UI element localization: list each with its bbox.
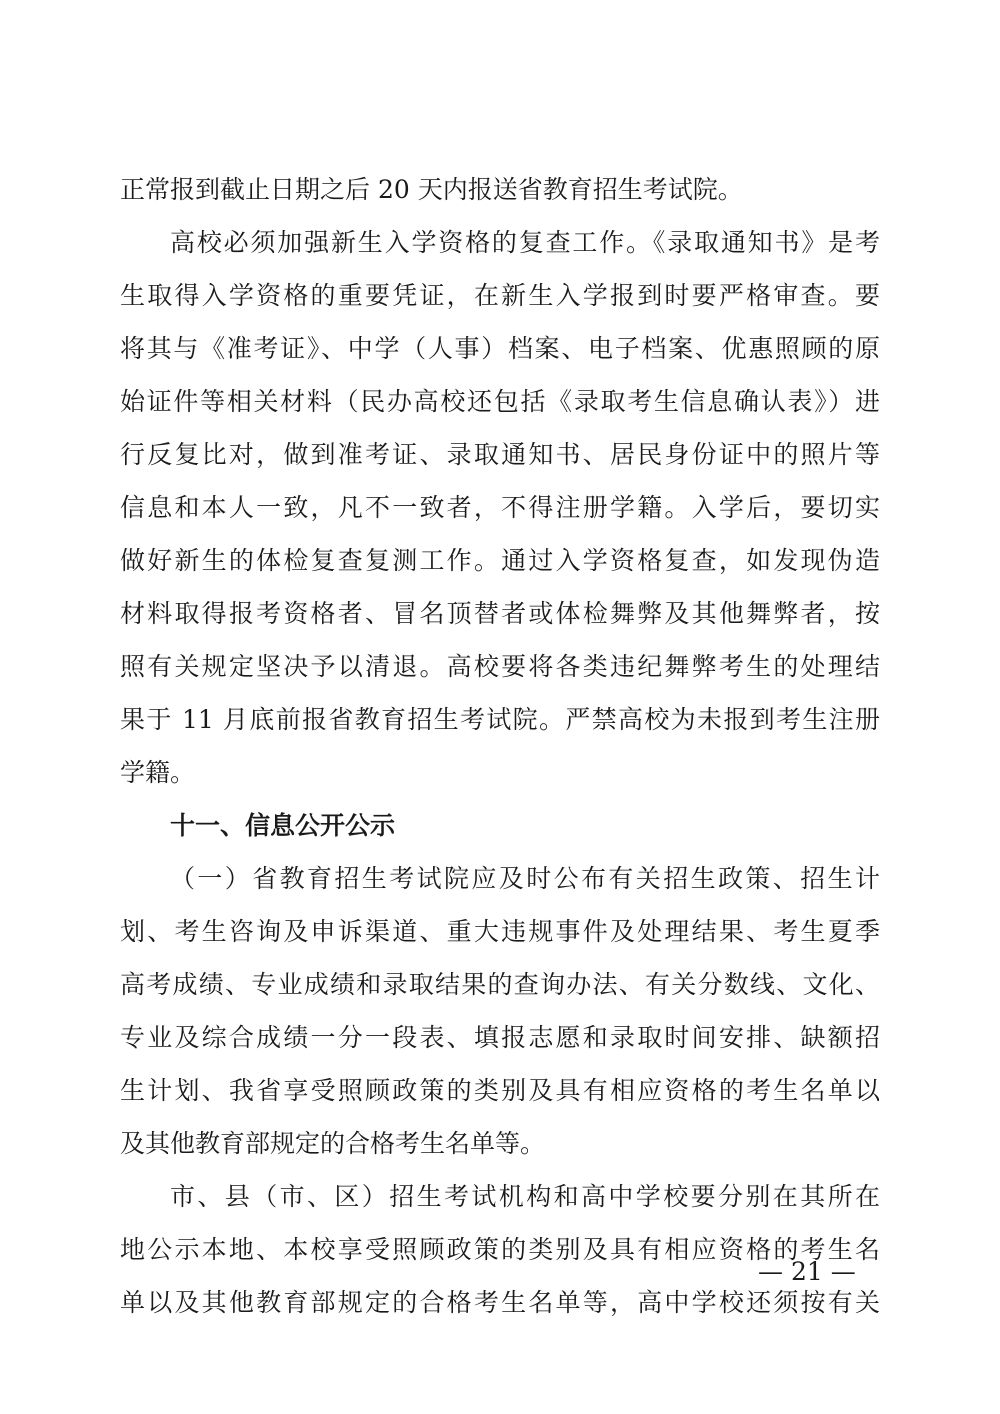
text-line: 果于 11 月底前报省教育招生考试院。严禁高校为未报到考生注册 [120, 705, 880, 734]
text-line: 学籍。 [120, 758, 196, 787]
text-line: 将其与《准考证》、中学（人事）档案、电子档案、优惠照顾的原 [120, 334, 880, 363]
section-heading: 十一、信息公开公示 [170, 811, 396, 840]
text-line: 专业及综合成绩一分一段表、填报志愿和录取时间安排、缺额招 [120, 1023, 880, 1052]
text-line: 高校必须加强新生入学资格的复查工作。《录取通知书》是考 [170, 228, 880, 257]
text-line: 做好新生的体检复查复测工作。通过入学资格复查，如发现伪造 [120, 546, 880, 575]
text-line: 信息和本人一致，凡不一致者，不得注册学籍。入学后，要切实 [120, 493, 880, 522]
text-line: 始证件等相关材料（民办高校还包括《录取考生信息确认表》）进 [120, 387, 880, 416]
text-line: 高考成绩、专业成绩和录取结果的查询办法、有关分数线、文化、 [120, 970, 880, 999]
text-line: 正常报到截止日期之后 20 天内报送省教育招生考试院。 [120, 175, 743, 204]
text-line: 单以及其他教育部规定的合格考生名单等，高中学校还须按有关 [120, 1288, 880, 1317]
text-line: 地公示本地、本校享受照顾政策的类别及具有相应资格的考生名 [120, 1235, 880, 1264]
text-line: （一）省教育招生考试院应及时公布有关招生政策、招生计 [170, 864, 880, 893]
text-line: 生计划、我省享受照顾政策的类别及具有相应资格的考生名单以 [120, 1076, 880, 1105]
page-number: — 21 — [758, 1257, 856, 1286]
text-line: 材料取得报考资格者、冒名顶替者或体检舞弊及其他舞弊者，按 [120, 599, 880, 628]
text-line: 划、考生咨询及申诉渠道、重大违规事件及处理结果、考生夏季 [120, 917, 880, 946]
text-line: 生取得入学资格的重要凭证，在新生入学报到时要严格审查。要 [120, 281, 880, 310]
text-line: 及其他教育部规定的合格考生名单等。 [120, 1129, 546, 1158]
text-line: 行反复比对，做到准考证、录取通知书、居民身份证中的照片等 [120, 440, 880, 469]
document-body [120, 163, 880, 1329]
text-line: 市、县（市、区）招生考试机构和高中学校要分别在其所在 [170, 1182, 880, 1211]
text-line: 照有关规定坚决予以清退。高校要将各类违纪舞弊考生的处理结 [120, 652, 880, 681]
